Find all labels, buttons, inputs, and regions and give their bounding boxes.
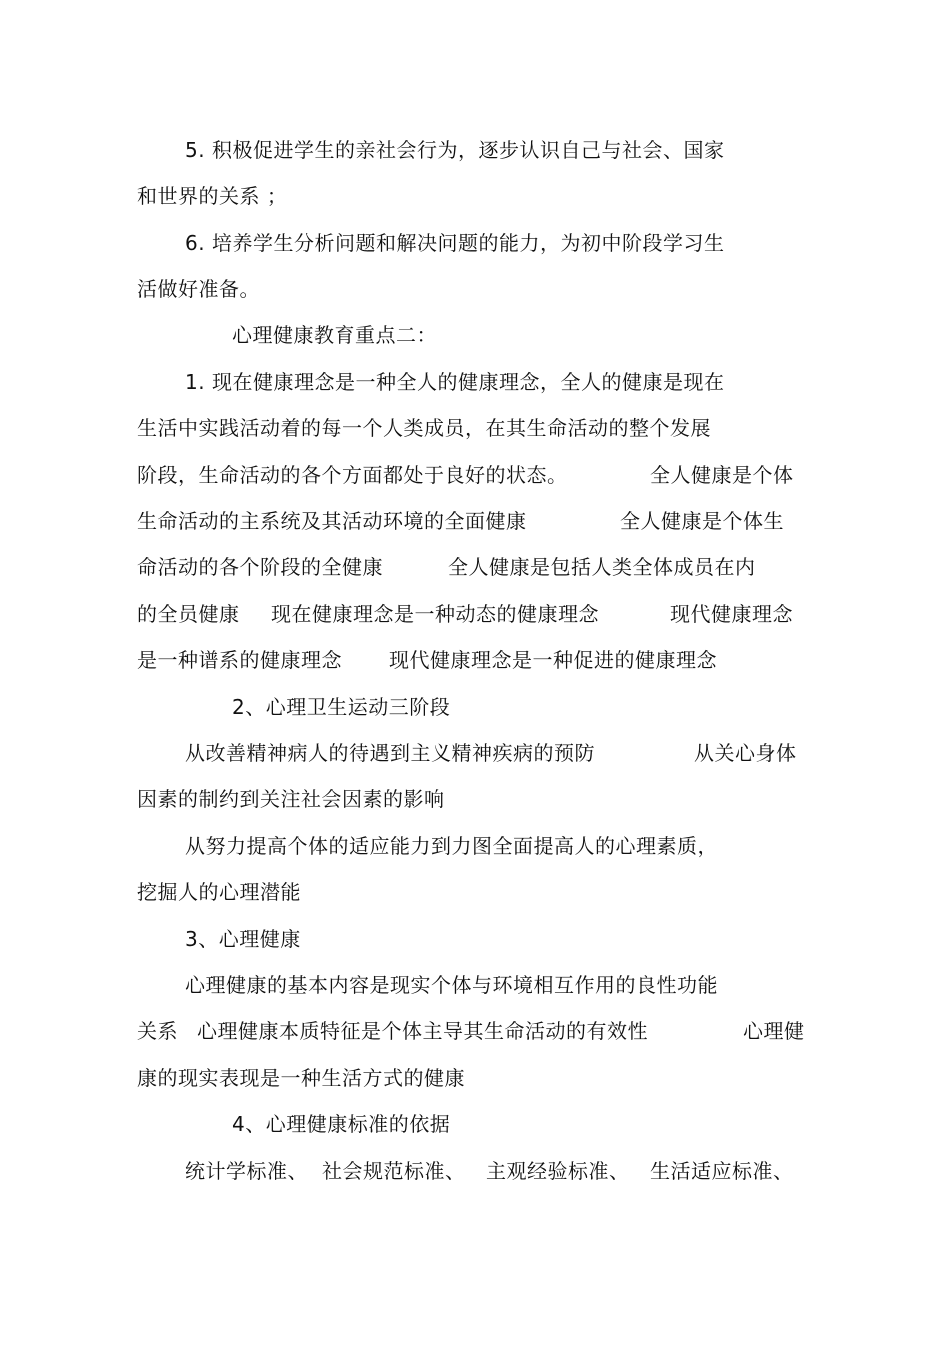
text-line: 活做好准备。 (137, 277, 260, 301)
text-line: 因素的制约到关注社会因素的影响 (137, 787, 445, 811)
section-heading: 2、心理卫生运动三阶段 (232, 695, 451, 719)
text-line: 心理健康的基本内容是现实个体与环境相互作用的良性功能 (185, 973, 718, 997)
text-line: 的全员健康 (137, 602, 240, 626)
text-line: 从改善精神病人的待遇到主义精神疾病的预防 (185, 741, 595, 765)
text-line: 主观经验标准、 (486, 1159, 630, 1183)
section-heading: 4、心理健康标准的依据 (232, 1112, 451, 1136)
section-heading: 心理健康教育重点二： (232, 323, 437, 347)
text-line: 心理健康本质特征是个体主导其生命活动的有效性 (197, 1019, 648, 1043)
text-line: 6. 培养学生分析问题和解决问题的能力，为初中阶段学习生 (185, 231, 725, 255)
text-line: 现代健康理念是一种促进的健康理念 (389, 648, 717, 672)
text-line: 康的现实表现是一种生活方式的健康 (137, 1066, 465, 1090)
section-heading: 3、心理健康 (185, 927, 301, 951)
text-line: 是一种谱系的健康理念 (137, 648, 342, 672)
text-line: 社会规范标准、 (322, 1159, 466, 1183)
text-line: 和世界的关系 ； (137, 184, 288, 208)
text-line: 从努力提高个体的适应能力到力图全面提高人的心理素质， (185, 834, 718, 858)
text-line: 现在健康理念是一种动态的健康理念 (271, 602, 599, 626)
text-line: 从关心身体 (694, 741, 797, 765)
text-line: 1. 现在健康理念是一种全人的健康理念，全人的健康是现在 (185, 370, 725, 394)
text-line: 心理健 (743, 1019, 805, 1043)
text-line: 生活适应标准、 (650, 1159, 794, 1183)
text-line: 5. 积极促进学生的亲社会行为，逐步认识自己与社会、国家 (185, 138, 725, 162)
text-line: 生活中实践活动着的每一个人类成员，在其生命活动的整个发展 (137, 416, 711, 440)
text-line: 统计学标准、 (185, 1159, 308, 1183)
text-line: 全人健康是个体生 (620, 509, 784, 533)
text-line: 阶段，生命活动的各个方面都处于良好的状态。 (137, 463, 568, 487)
text-line: 命活动的各个阶段的全健康 (137, 555, 383, 579)
text-line: 关系 (137, 1019, 178, 1043)
text-line: 生命活动的主系统及其活动环境的全面健康 (137, 509, 527, 533)
text-line: 挖掘人的心理潜能 (137, 880, 301, 904)
text-line: 全人健康是包括人类全体成员在内 (448, 555, 756, 579)
text-line: 现代健康理念 (670, 602, 793, 626)
text-line: 全人健康是个体 (650, 463, 794, 487)
